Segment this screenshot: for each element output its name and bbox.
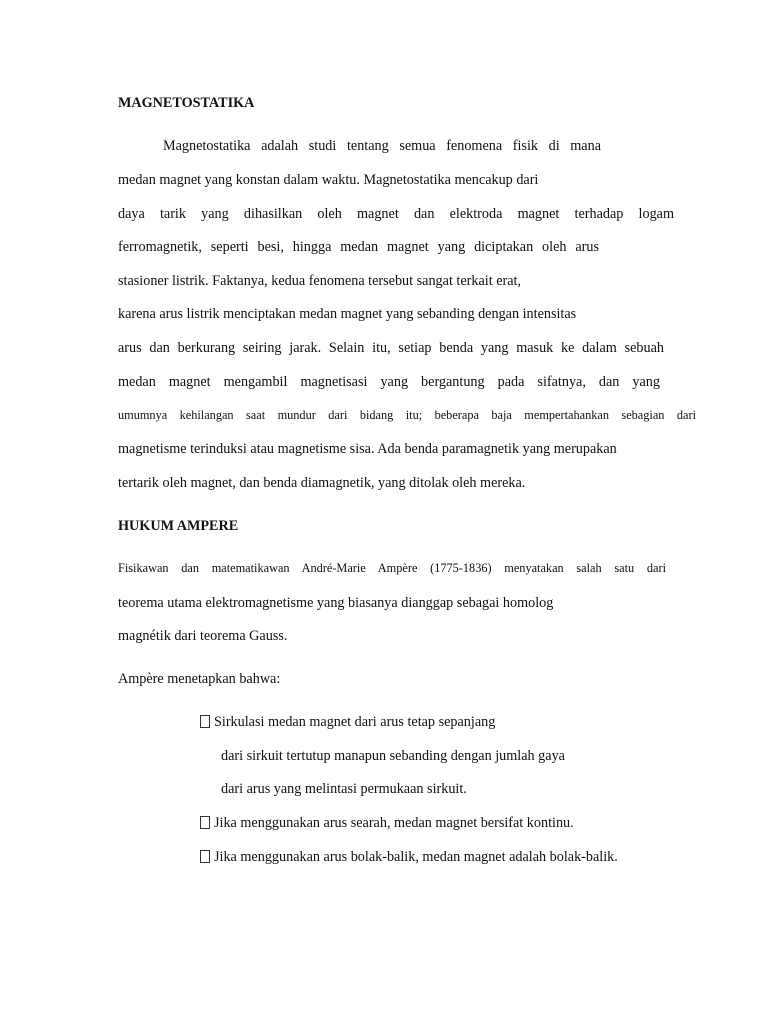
paragraph-line: Magnetostatika adalah studi tentang semua fenomena fisik di mana <box>163 138 601 154</box>
bullet-text: Jika menggunakan arus searah, medan magnet bersifat kontinu. <box>214 815 574 831</box>
bullet-text: Sirkulasi medan magnet dari arus tetap sepanjang <box>214 714 496 730</box>
section-heading-magnetostatika: MAGNETOSTATIKA <box>118 95 255 111</box>
bullet-continuation: dari arus yang melintasi permukaan sirkuit. <box>221 781 467 797</box>
paragraph-line: arus dan berkurang seiring jarak. Selain itu, setiap benda yang masuk ke dalam sebuah <box>118 340 664 356</box>
paragraph-line: tertarik oleh magnet, dan benda diamagnetik, yang ditolak oleh mereka. <box>118 475 526 491</box>
paragraph-line: umumnya kehilangan saat mundur dari bidang itu; beberapa baja mempertahankan sebagian dari <box>118 408 696 422</box>
paragraph-line: medan magnet yang konstan dalam waktu. Magnetostatika mencakup dari <box>118 172 539 188</box>
paragraph-line: magnetisme terinduksi atau magnetisme sisa. Ada benda paramagnetik yang merupakan <box>118 441 617 457</box>
paragraph-line: daya tarik yang dihasilkan oleh magnet dan elektroda magnet terhadap logam <box>118 206 674 222</box>
bullet-continuation: dari sirkuit tertutup manapun sebanding dengan jumlah gaya <box>221 748 565 764</box>
paragraph-line: Fisikawan dan matematikawan André-Marie Ampère (1775-1836) menyatakan salah satu dari <box>118 561 666 575</box>
paragraph-line: teorema utama elektromagnetisme yang biasanya dianggap sebagai homolog <box>118 595 554 611</box>
bullet-icon <box>200 816 210 829</box>
paragraph-line: ferromagnetik, seperti besi, hingga medan magnet yang diciptakan oleh arus <box>118 239 599 255</box>
bullet-icon <box>200 715 210 728</box>
bullet-text: Jika menggunakan arus bolak-balik, medan magnet adalah bolak-balik. <box>214 849 618 865</box>
ampere-intro: Ampère menetapkan bahwa: <box>118 671 281 687</box>
bullet-item <box>200 848 618 866</box>
paragraph-line: stasioner listrik. Faktanya, kedua fenomena tersebut sangat terkait erat, <box>118 273 522 289</box>
paragraph-line: magnétik dari teorema Gauss. <box>118 628 288 644</box>
bullet-icon <box>200 850 210 863</box>
section-heading-hukum-ampere: HUKUM AMPERE <box>118 518 239 534</box>
bullet-item <box>200 713 495 731</box>
bullet-item <box>200 814 574 832</box>
paragraph-line: medan magnet mengambil magnetisasi yang bergantung pada sifatnya, dan yang <box>118 374 660 390</box>
paragraph-line: karena arus listrik menciptakan medan magnet yang sebanding dengan intensitas <box>118 306 577 322</box>
